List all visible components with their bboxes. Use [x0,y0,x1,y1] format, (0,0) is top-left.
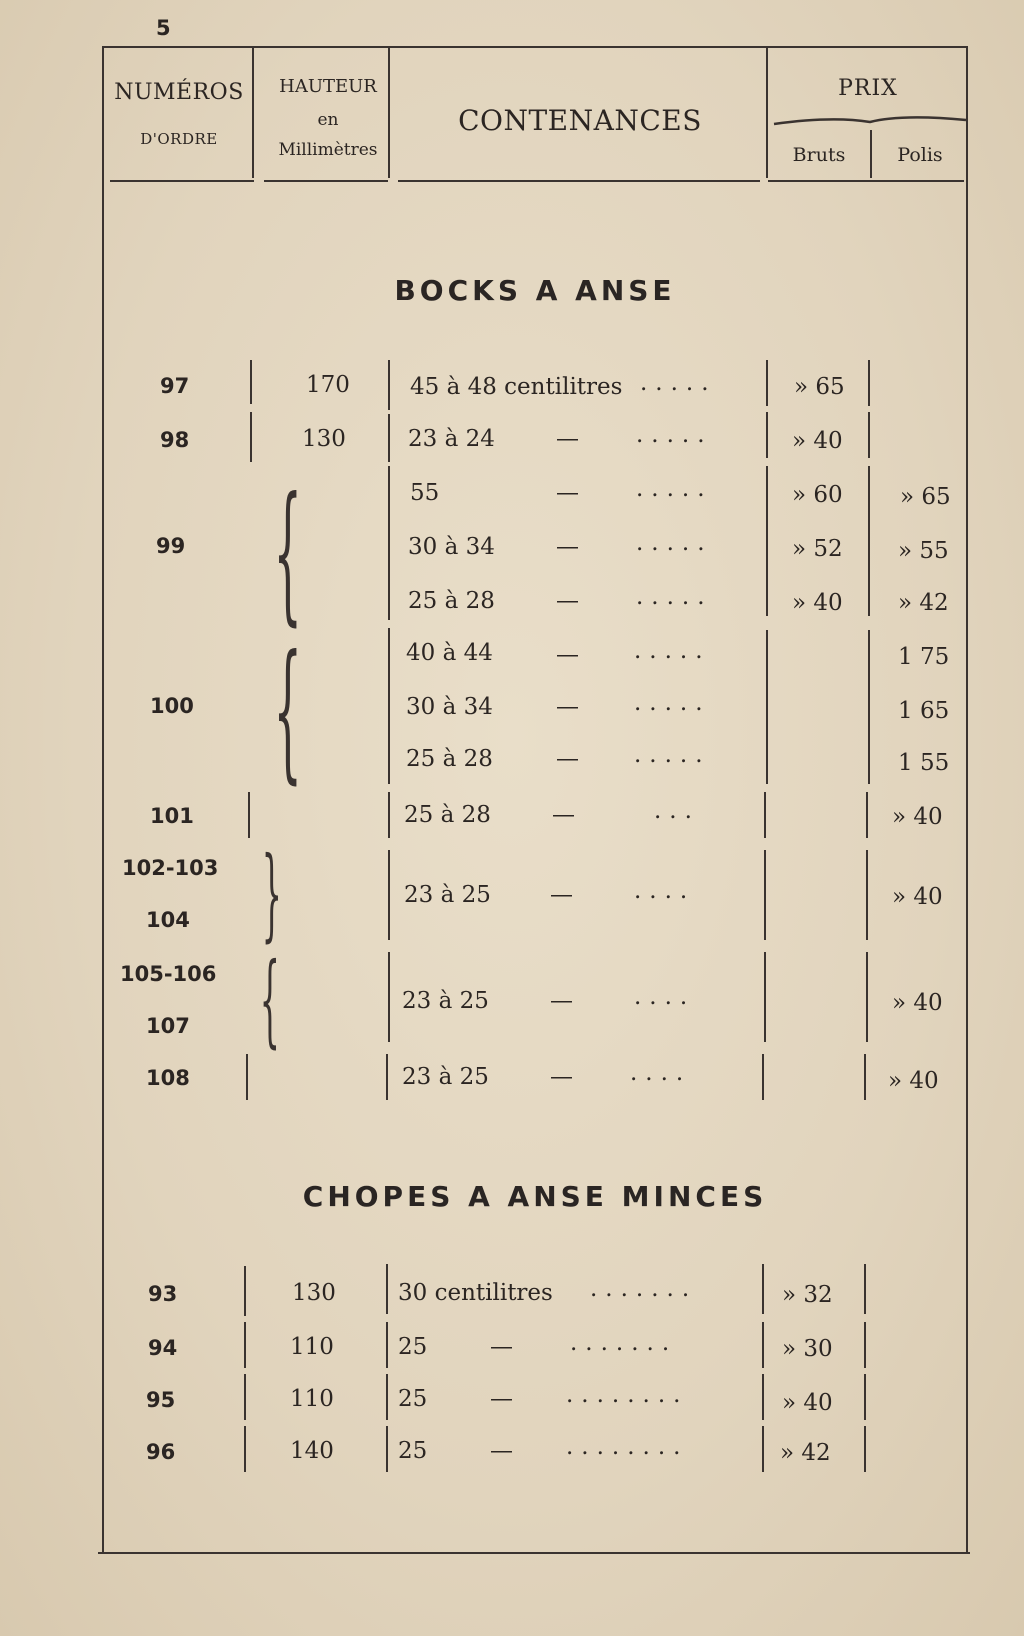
row-contenance: 30 centilitres [398,1280,553,1306]
row-price-bruts: » 60 [792,482,843,508]
row-price-bruts: » 42 [780,1440,831,1466]
column-rule [764,952,766,1042]
row-price-polis: 1 55 [898,750,950,776]
column-rule [386,1374,388,1420]
row-contenance: 23 à 25 [402,1064,489,1090]
row-contenance: 30 à 34 [406,694,493,720]
column-rule [388,952,390,1042]
header-polis: Polis [897,144,943,166]
row-number-second: 107 [146,1014,190,1038]
row-leader-dots: ..... [640,370,717,396]
row-contenance: 25 [398,1334,428,1360]
row-price-bruts: » 52 [792,536,843,562]
row-number: 105-106 [120,962,217,986]
column-rule [762,1264,764,1314]
row-contenance: 25 à 28 [404,802,491,828]
column-rule [864,1374,866,1420]
row-number: 102-103 [122,856,219,880]
column-rule [766,360,768,406]
column-rule [868,360,870,406]
row-dash: — [490,1438,513,1464]
brace-group-105-107: { [259,941,280,1058]
row-leader-dots: ..... [636,476,713,502]
row-price-polis: 1 65 [898,698,950,724]
row-price-polis: » 40 [892,884,943,910]
brace-group-99: { [273,466,303,640]
column-rule [388,360,390,410]
row-leader-dots: ..... [634,638,711,664]
page-number: 5 [156,16,171,40]
column-rule [244,1266,246,1316]
row-dash: — [556,426,579,452]
row-leader-dots: ....... [570,1330,678,1356]
row-price-bruts: » 32 [782,1282,833,1308]
header-hauteur: HAUTEUR [279,76,377,97]
row-dash: — [490,1334,513,1360]
row-price-polis: » 40 [892,990,943,1016]
table-bottom-rule [98,1552,970,1554]
row-contenance: 25 [398,1386,428,1412]
row-number: 94 [148,1336,178,1360]
row-dash: — [550,882,573,908]
row-number: 99 [156,534,186,558]
row-dash: — [550,988,573,1014]
row-contenance: 45 à 48 centilitres [410,374,623,400]
row-contenance: 23 à 25 [402,988,489,1014]
column-rule [246,1054,248,1100]
row-number: 96 [146,1440,176,1464]
row-dash: — [552,802,575,828]
row-hauteur: 110 [290,1334,334,1360]
header-millimetres: Millimètres [278,140,378,160]
header-ordre: D'ORDRE [140,130,218,148]
column-rule [388,792,390,838]
row-number: 98 [160,428,190,452]
column-rule [864,1322,866,1368]
header-bruts: Bruts [792,144,846,166]
row-leader-dots: ........ [566,1434,689,1460]
brace-group-100: { [273,624,303,798]
header-prix: PRIX [838,76,898,101]
column-rule [868,466,870,616]
header-numeros: NUMÉROS [114,80,244,105]
column-rule [762,1322,764,1368]
column-rule [766,630,768,784]
row-number-second: 104 [146,908,190,932]
column-rule [244,1322,246,1368]
row-dash: — [556,480,579,506]
column-rule [386,1054,388,1100]
header-rule [768,180,964,182]
column-rule [386,1426,388,1472]
row-price-bruts: » 40 [792,590,843,616]
column-rule [762,1426,764,1472]
column-rule [386,1264,388,1314]
row-contenance: 55 [410,480,440,506]
column-rule [766,466,768,616]
header-divider [252,46,254,178]
column-rule [868,412,870,458]
column-rule [250,412,252,462]
row-price-polis: » 40 [888,1068,939,1094]
row-dash: — [556,746,579,772]
row-dash: — [490,1386,513,1412]
row-price-bruts: » 40 [782,1390,833,1416]
row-leader-dots: ... [654,798,700,824]
row-number: 95 [146,1388,176,1412]
row-number: 101 [150,804,194,828]
column-rule [250,360,252,404]
column-rule [388,850,390,940]
column-rule [388,466,390,620]
row-price-bruts: » 65 [794,374,845,400]
row-leader-dots: ..... [636,530,713,556]
row-number: 100 [150,694,194,718]
row-hauteur: 130 [292,1280,336,1306]
row-leader-dots: ..... [636,422,713,448]
header-contenances: CONTENANCES [458,104,702,137]
column-rule [762,1374,764,1420]
brace-group-102-104: } [261,835,282,952]
section-title-bocks: BOCKS A ANSE [394,274,676,307]
row-dash: — [556,694,579,720]
row-price-polis: » 55 [898,538,949,564]
row-dash: — [556,588,579,614]
column-rule [864,1054,866,1100]
column-rule [388,628,390,784]
prix-brace [772,112,968,132]
column-rule [764,850,766,940]
row-leader-dots: ..... [636,584,713,610]
column-rule [388,414,390,462]
column-rule [868,630,870,784]
row-hauteur: 140 [290,1438,334,1464]
row-contenance: 23 à 24 [408,426,495,452]
column-rule [244,1426,246,1472]
row-contenance: 40 à 44 [406,640,493,666]
row-hauteur: 130 [302,426,346,452]
row-number: 93 [148,1282,178,1306]
column-rule [866,952,868,1042]
row-leader-dots: .... [630,1060,692,1086]
header-en: en [317,110,339,130]
column-rule [762,1054,764,1100]
section-title-chopes: CHOPES A ANSE MINCES [302,1180,768,1213]
row-leader-dots: .... [634,878,696,904]
column-rule [864,1264,866,1314]
header-rule [110,180,254,182]
column-rule [764,792,766,838]
row-leader-dots: ..... [634,690,711,716]
row-leader-dots: ........ [566,1382,689,1408]
row-contenance: 25 à 28 [408,588,495,614]
row-price-polis: 1 75 [898,644,950,670]
row-contenance: 23 à 25 [404,882,491,908]
row-hauteur: 110 [290,1386,334,1412]
row-number: 97 [160,374,190,398]
row-dash: — [550,1064,573,1090]
column-rule [864,1426,866,1472]
row-price-polis: » 42 [898,590,949,616]
column-rule [866,850,868,940]
row-price-polis: » 65 [900,484,951,510]
row-price-bruts: » 30 [782,1336,833,1362]
row-contenance: 30 à 34 [408,534,495,560]
row-price-polis: » 40 [892,804,943,830]
row-contenance: 25 [398,1438,428,1464]
header-rule [398,180,760,182]
row-leader-dots: ....... [590,1276,698,1302]
table-frame [102,46,968,1554]
row-leader-dots: .... [634,984,696,1010]
row-contenance: 25 à 28 [406,746,493,772]
column-rule [386,1322,388,1368]
column-rule [244,1374,246,1420]
column-rule [766,412,768,458]
column-rule [248,792,250,838]
row-hauteur: 170 [306,372,350,398]
row-number: 108 [146,1066,190,1090]
row-leader-dots: ..... [634,742,711,768]
row-price-bruts: » 40 [792,428,843,454]
header-rule [264,180,388,182]
column-rule [866,792,868,838]
row-dash: — [556,642,579,668]
row-dash: — [556,534,579,560]
